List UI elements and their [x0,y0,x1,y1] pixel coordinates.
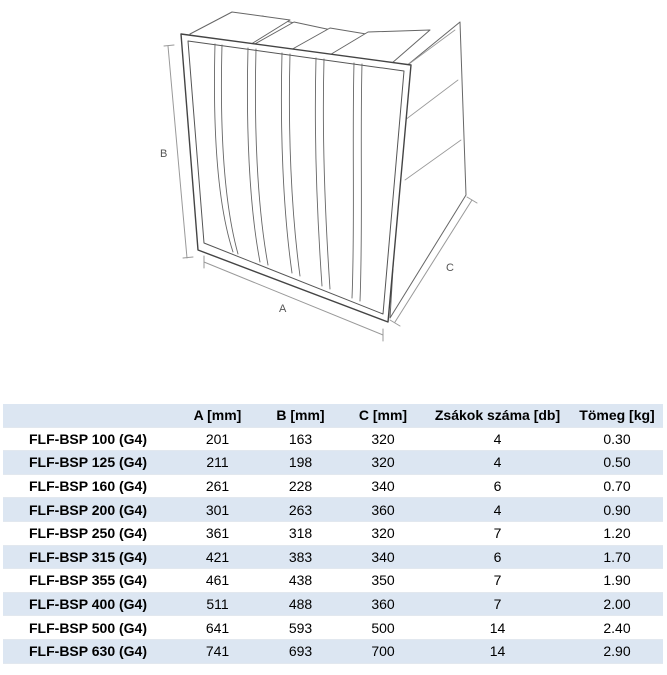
dimension-label-b: B [160,148,168,160]
cell-b-mm: 593 [259,616,342,640]
cell-weight-kg: 0.30 [571,427,663,451]
cell-c-mm: 320 [342,427,424,451]
dimension-label-c: C [446,262,454,274]
cell-weight-kg: 2.40 [571,616,663,640]
cell-a-mm: 211 [176,451,259,475]
cell-weight-kg: 2.90 [571,639,663,663]
cell-a-mm: 741 [176,639,259,663]
cell-b-mm: 383 [259,545,342,569]
cell-c-mm: 320 [342,451,424,475]
cell-c-mm: 700 [342,639,424,663]
cell-weight-kg: 2.00 [571,592,663,616]
cell-a-mm: 461 [176,569,259,593]
cell-weight-kg: 1.20 [571,521,663,545]
cell-c-mm: 360 [342,498,424,522]
cell-bag-count: 6 [424,474,571,498]
cell-c-mm: 360 [342,592,424,616]
cell-b-mm: 438 [259,569,342,593]
header-weight: Tömeg [kg] [571,404,663,427]
cell-bag-count: 14 [424,639,571,663]
header-c-mm: C [mm] [342,404,424,427]
table-row [3,592,663,616]
cell-a-mm: 301 [176,498,259,522]
cell-model-name: FLF-BSP 100 (G4) [3,427,176,451]
cell-weight-kg: 1.90 [571,569,663,593]
table-header-row [3,404,663,427]
cell-weight-kg: 1.70 [571,545,663,569]
table-row [3,569,663,593]
table-row [3,639,663,663]
cell-a-mm: 361 [176,521,259,545]
cell-model-name: FLF-BSP 250 (G4) [3,521,176,545]
cell-bag-count: 4 [424,451,571,475]
table-row [3,427,663,451]
cell-bag-count: 7 [424,521,571,545]
specification-table [3,404,663,664]
cell-c-mm: 350 [342,569,424,593]
cell-c-mm: 340 [342,474,424,498]
cell-bag-count: 14 [424,616,571,640]
cell-model-name: FLF-BSP 500 (G4) [3,616,176,640]
header-b-mm: B [mm] [259,404,342,427]
header-bag-count: Zsákok száma [db] [424,404,571,427]
table-row [3,616,663,640]
header-model [3,404,176,427]
cell-model-name: FLF-BSP 200 (G4) [3,498,176,522]
cell-a-mm: 641 [176,616,259,640]
cell-b-mm: 198 [259,451,342,475]
header-a-mm: A [mm] [176,404,259,427]
cell-b-mm: 488 [259,592,342,616]
cell-c-mm: 320 [342,521,424,545]
cell-bag-count: 4 [424,498,571,522]
cell-a-mm: 421 [176,545,259,569]
cell-b-mm: 693 [259,639,342,663]
cell-bag-count: 4 [424,427,571,451]
dimension-label-a: A [279,303,287,315]
cell-b-mm: 163 [259,427,342,451]
cell-c-mm: 340 [342,545,424,569]
cell-b-mm: 228 [259,474,342,498]
cell-model-name: FLF-BSP 125 (G4) [3,451,176,475]
table-row [3,521,663,545]
cell-model-name: FLF-BSP 315 (G4) [3,545,176,569]
cell-b-mm: 318 [259,521,342,545]
cell-model-name: FLF-BSP 355 (G4) [3,569,176,593]
cell-a-mm: 201 [176,427,259,451]
cell-weight-kg: 0.90 [571,498,663,522]
front-frame-inner [188,41,404,314]
cell-bag-count: 6 [424,545,571,569]
cell-b-mm: 263 [259,498,342,522]
table-row [3,498,663,522]
cell-weight-kg: 0.70 [571,474,663,498]
cell-bag-count: 7 [424,592,571,616]
table-row [3,545,663,569]
cell-bag-count: 7 [424,569,571,593]
cell-a-mm: 511 [176,592,259,616]
table-row [3,451,663,475]
table-row [3,474,663,498]
cell-model-name: FLF-BSP 630 (G4) [3,639,176,663]
cell-weight-kg: 0.50 [571,451,663,475]
cell-model-name: FLF-BSP 160 (G4) [3,474,176,498]
cell-model-name: FLF-BSP 400 (G4) [3,592,176,616]
cell-a-mm: 261 [176,474,259,498]
cell-c-mm: 500 [342,616,424,640]
